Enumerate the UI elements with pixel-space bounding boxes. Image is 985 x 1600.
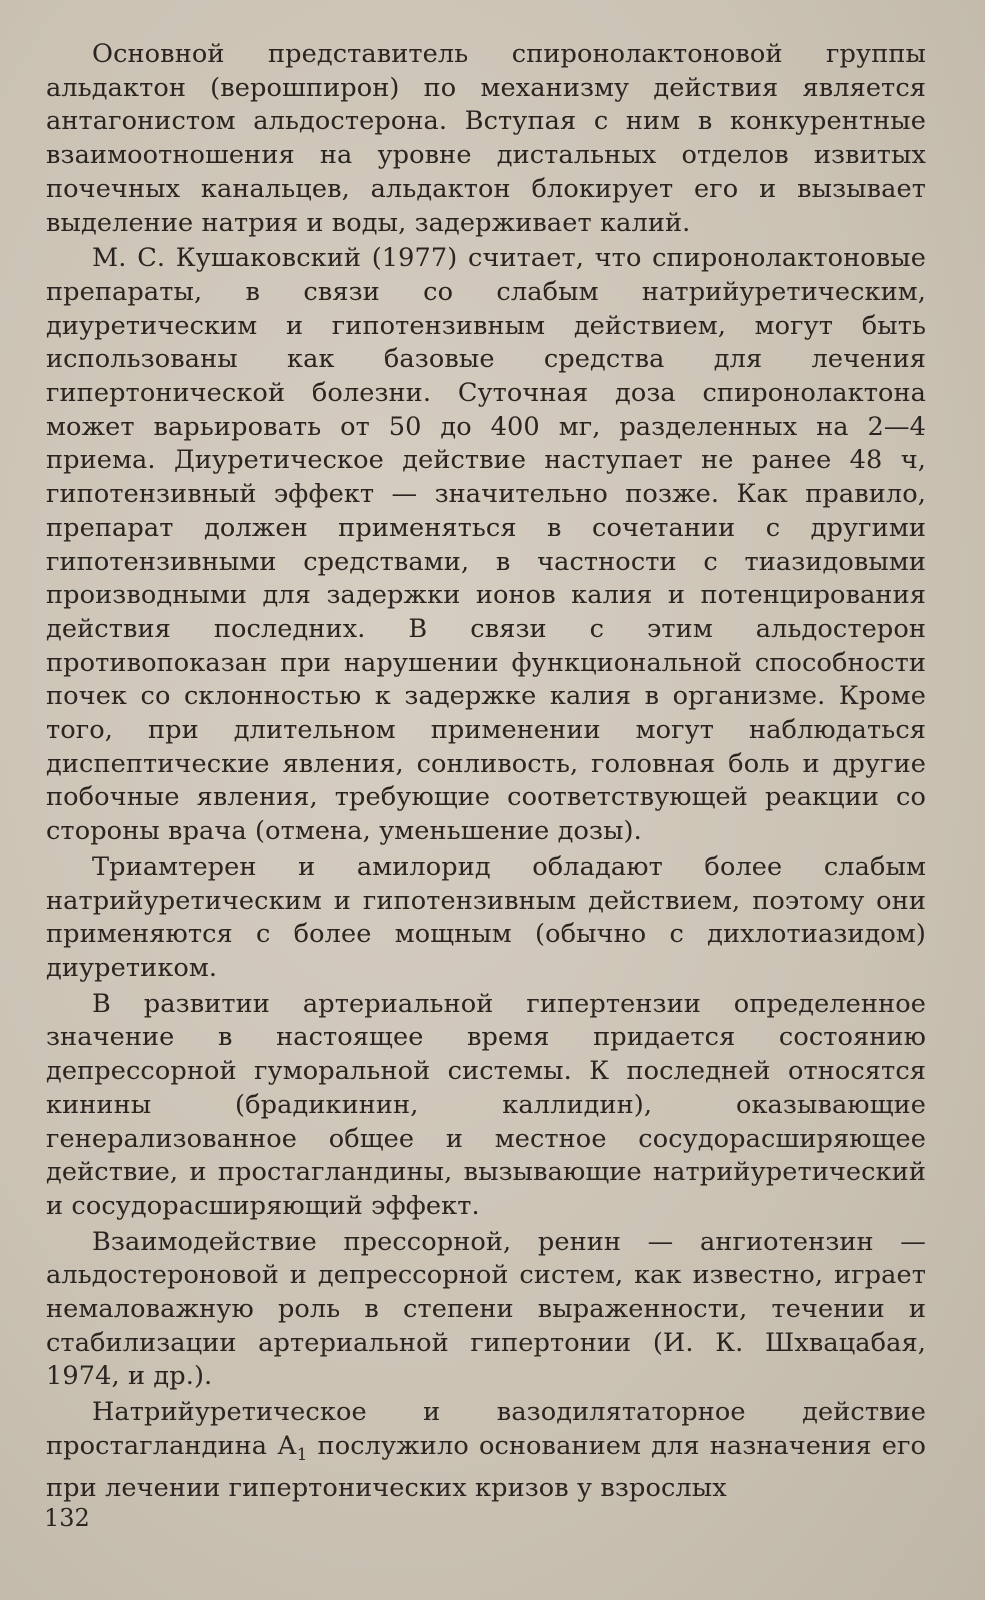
paragraph-prostaglandin	[46, 1396, 926, 1505]
body-text	[46, 38, 926, 1505]
page-number: 132	[44, 1504, 90, 1532]
prostaglandin-text-end: послужило основанием для назначения его при лечении гипертонических кризов у взрослых	[46, 1430, 927, 1503]
paragraph-kushakovsky: М. С. Кушаковский (1977) считает, что спиронолактоновые препараты, в связи со слабым натрийуретическим, диуретическим и гипотензивным действием, могут быть использованы как базовые средства для лечения гипертонической болезни. Суточная доза спиронолактона может варьировать от 50 до 400 мг, разделенных на 2—4 приема. Диуретическое действие наступает не ранее 48 ч, гипотензивный эффект — значительно позже. Как правило, препарат должен применяться в сочетании с другими гипотензивными средствами, в частности с тиазидовыми производными для задержки ионов калия и потенцирования действия последних. В связи с этим альдостерон противопоказан при нарушении функциональной способности почек со склонностью к задержке калия в организме. Кроме того, при длительном применении могут наблюдаться диспептические явления, сонливость, головная боль и другие побочные явления, требующие соответствующей реакции со стороны врача (отмена, уменьшение дозы).	[46, 243, 926, 847]
paragraph-interaction: Взаимодействие прессорной, ренин — ангиотензин — альдостероновой и депрессорной систем, как известно, играет немаловажную роль в степени выраженности, течении и стабилизации артериальной гипертонии (И. К. Шхвацабая, 1974, и др.).	[46, 1226, 926, 1392]
paragraph-triamterene: Триамтерен и амилорид обладают более слабым натрийуретическим и гипотензивным действием, поэтому они применяются с более мощным (обычно с дихлотиазидом) диуретиком.	[46, 851, 926, 983]
prostaglandin-subscript: 1	[296, 1444, 308, 1464]
paragraph-aldactone: Основной представитель спиронолактоновой группы альдактон (верошпирон) по механизму действия является антагонистом альдостерона. Вступая с ним в конкурентные взаимоотношения на уровне дистальных отделов извитых почечных канальцев, альдактон блокирует его и вызывает выделение натрия и воды, задерживает калий.	[46, 39, 926, 238]
paragraph-depressor-system: В развитии артериальной гипертензии определенное значение в настоящее время придается состоянию депрессорной гуморальной системы. К последней относятся кинины (брадикинин, каллидин), оказывающие генерализованное общее и местное сосудорасширяющее действие, и простагландины, вызывающие натрийуретический и сосудорасширяющий эффект.	[46, 988, 926, 1221]
prostaglandin-text-start: Натрийуретическое и вазодилятаторное действие простагландина А	[46, 1397, 926, 1461]
